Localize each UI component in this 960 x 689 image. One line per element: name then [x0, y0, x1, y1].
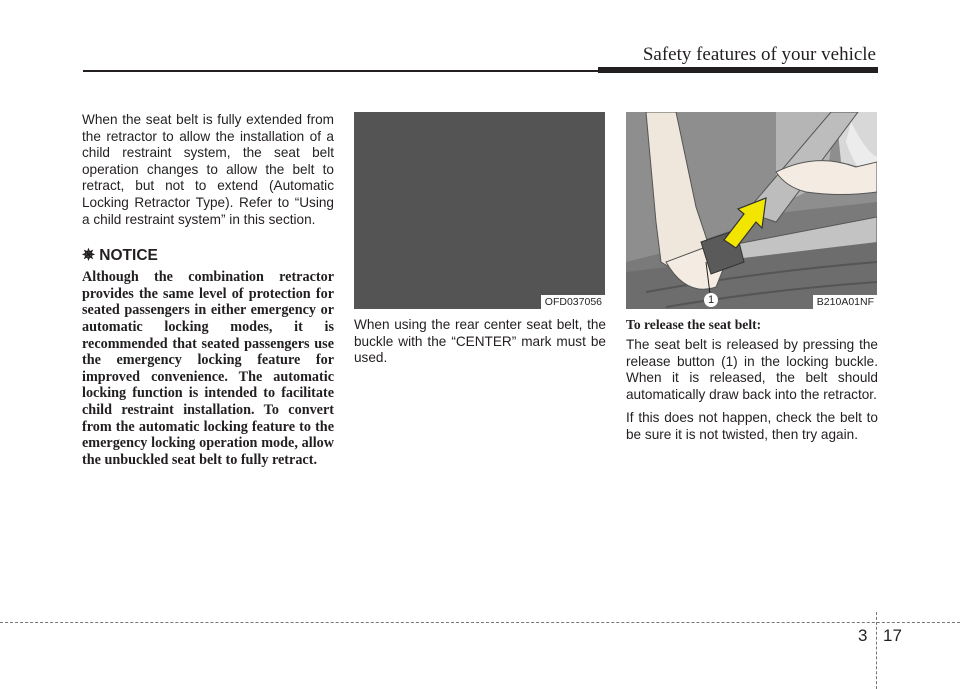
figure-code: B210A01NF	[813, 295, 877, 309]
chapter-number: 3	[858, 626, 868, 645]
column-right	[626, 112, 878, 444]
release-button-callout: 1	[704, 293, 718, 307]
header-title: Safety features of your vehicle	[642, 44, 876, 65]
release-belt-figure	[626, 112, 877, 309]
column-middle	[354, 112, 606, 367]
notice-heading: ✵ NOTICE	[82, 247, 158, 265]
notice-text: Although the combination retractor provides the same level of protection for seated passengers in either emergency or automatic locking modes, it is recommended that seated passengers use the emergency locking feature for improved convenience. The automatic locking function is intended to facilitate child restraint installation. To convert from the automatic locking feature to the emergency locking operation mode, allow the unbuckled seat belt to fully retract.	[82, 269, 334, 468]
page-number: 17	[883, 626, 902, 645]
release-paragraph-2: If this does not happen, check the belt to be sure it is not twisted, then try again.	[626, 410, 878, 442]
footer-divider	[876, 612, 877, 689]
figure-code: OFD037056	[541, 295, 605, 309]
retractor-paragraph: When the seat belt is fully extended from the retractor to allow the installation of a child restraint system, the seat belt operation changes to allow the belt to retract, but not to extend (Automatic Locking Retractor Type). Refer to “Using a child restraint system” in this section.	[82, 112, 334, 227]
footer-rule	[0, 622, 960, 623]
center-belt-paragraph: When using the rear center seat belt, the buckle with the “CENTER” mark must be used.	[354, 317, 606, 366]
release-belt-illustration	[626, 112, 877, 309]
release-subheading: To release the seat belt:	[626, 317, 762, 332]
header-rule-thick	[598, 67, 878, 73]
release-paragraph-1: The seat belt is released by pressing the release button (1) in the locking buckle. When it is released, the belt should automatically draw back into the retractor.	[626, 337, 878, 402]
column-left	[82, 112, 334, 468]
center-buckle-figure	[354, 112, 605, 309]
